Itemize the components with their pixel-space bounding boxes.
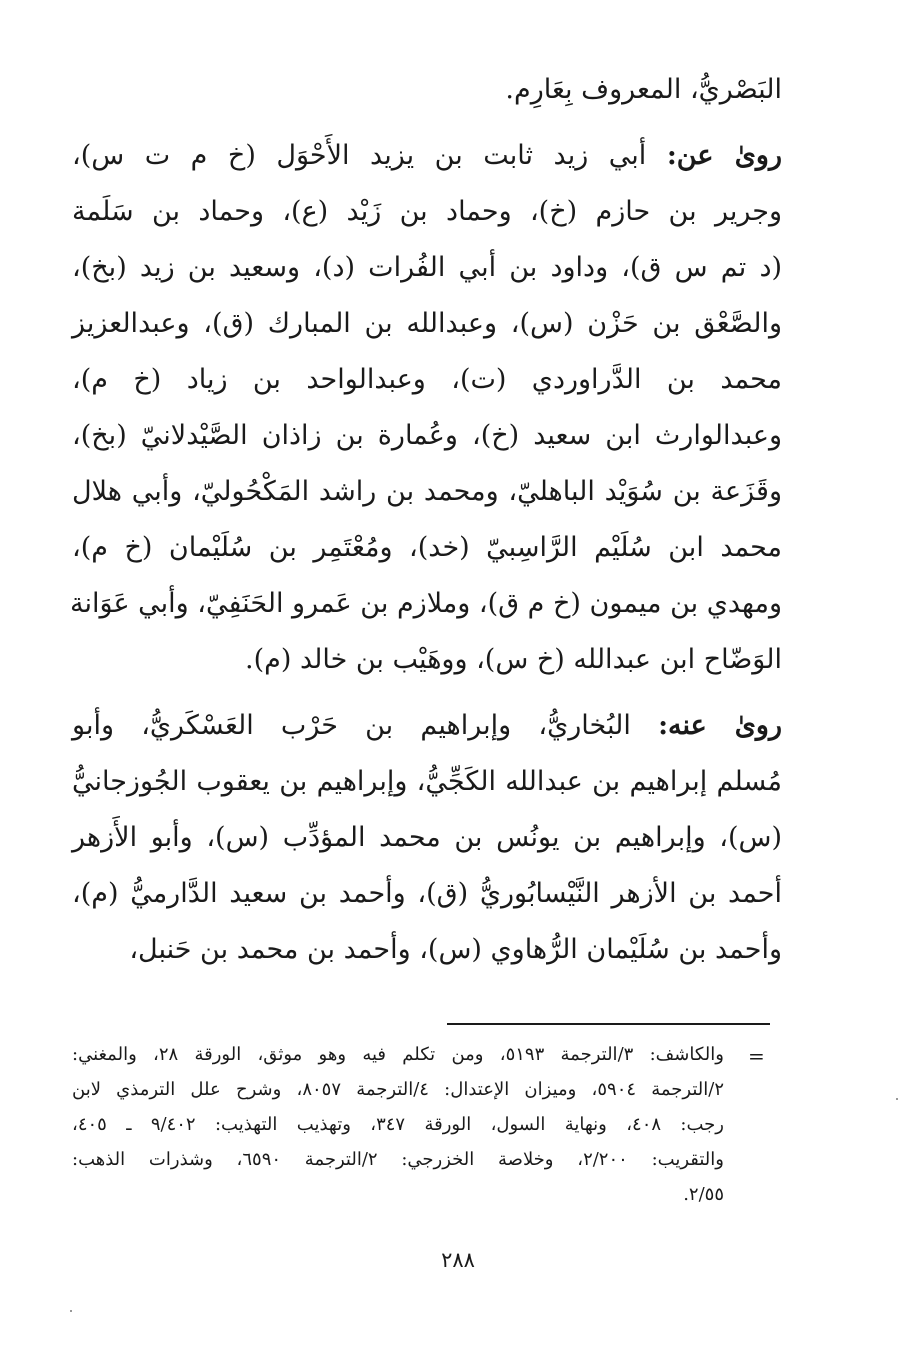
- scan-speck: [896, 1098, 898, 1100]
- text-line: البَصْريُّ، المعروف بِعَارِم.: [505, 74, 782, 105]
- text-line: مُسلم إبراهيم بن عبدالله الكَجِّيُّ، وإبراهيم بن يعقوب الجُوزجانيُّ: [72, 766, 782, 797]
- text-line: (د تم س ق)، وداود بن أبي الفُرات (د)، وسعيد بن زيد (بخ)،: [72, 252, 782, 283]
- text-line: محمد ابن سُلَيْم الرَّاسِبيّ (خد)، ومُعْتَمِر بن سُلَيْمان (خ م)،: [72, 532, 782, 563]
- text-line: والصَّعْق بن حَزْن (س)، وعبدالله بن المبارك (ق)، وعبدالعزيز: [72, 308, 782, 339]
- text-line: روىٰ عن: أبي زيد ثابت بن يزيد الأَحْوَل (خ م ت س)،: [72, 140, 783, 171]
- footnote-line: والكاشف: ٣/الترجمة ٥١٩٣، ومن تكلم فيه وهو موثق، الورقة ٢٨، والمغني:: [72, 1044, 724, 1065]
- text-line: الوَضّاح ابن عبدالله (خ س)، ووهَيْب بن خالد (م).: [245, 644, 782, 675]
- text-line: وجرير بن حازم (خ)، وحماد بن زَيْد (ع)، وحماد بن سَلَمة: [72, 196, 782, 227]
- scan-speck: [70, 1310, 72, 1312]
- text-line: أحمد بن الأزهر النَّيْسابُوريُّ (ق)، وأحمد بن سعيد الدَّارميُّ (م)،: [72, 878, 782, 909]
- text-line: وقَزَعة بن سُوَيْد الباهليّ، ومحمد بن راشد المَكْحُوليّ، وأبي هلال: [72, 476, 782, 507]
- footnote-line: والتقريب: ٢/٢٠٠، وخلاصة الخزرجي: ٢/الترجمة ٦٥٩٠، وشذرات الذهب:: [72, 1149, 724, 1170]
- footnote-line: ٢/٥٥.: [683, 1184, 724, 1205]
- section-heading-narrated-by: روىٰ عنه:: [658, 710, 782, 741]
- text-line: وأحمد بن سُلَيْمان الرُّهاوي (س)، وأحمد بن محمد بن حَنبل،: [129, 934, 782, 965]
- footnote-separator: [447, 1023, 770, 1025]
- section-heading-narrated-from: روىٰ عن:: [666, 140, 783, 171]
- footnote-line: ٢/الترجمة ٥٩٠٤، وميزان الإعتدال: ٤/الترجمة ٨٠٥٧، وشرح علل الترمذي لابن: [72, 1079, 725, 1100]
- text-line: ومهدي بن ميمون (خ م ق)، وملازم بن عَمرو الحَنَفِيّ، وأبي عَوَانة: [70, 588, 782, 619]
- text-line: روىٰ عنه: البُخاريُّ، وإبراهيم بن حَرْب العَسْكَريُّ، وأبو: [72, 710, 782, 741]
- text-line: (س)، وإبراهيم بن يونُس بن محمد المؤدِّب (س)، وأبو الأَزهر: [72, 822, 782, 853]
- main-text: [72, 62, 782, 978]
- text-line: وعبدالوارث ابن سعيد (خ)، وعُمارة بن زاذان الصَّيْدلانيّ (بخ)،: [72, 420, 782, 451]
- footnote: [72, 1037, 724, 1212]
- page-number: ٢٨٨: [441, 1248, 475, 1272]
- footnote-line: رجب: ٤٠٨، ونهاية السول، الورقة ٣٤٧، وتهذيب التهذيب: ٩/٤٠٢ ـ ٤٠٥،: [72, 1114, 724, 1135]
- text-line: محمد بن الدَّراوردي (ت)، وعبدالواحد بن زياد (خ م)،: [72, 364, 782, 395]
- footnote-continuation-marker: =: [748, 1044, 765, 1068]
